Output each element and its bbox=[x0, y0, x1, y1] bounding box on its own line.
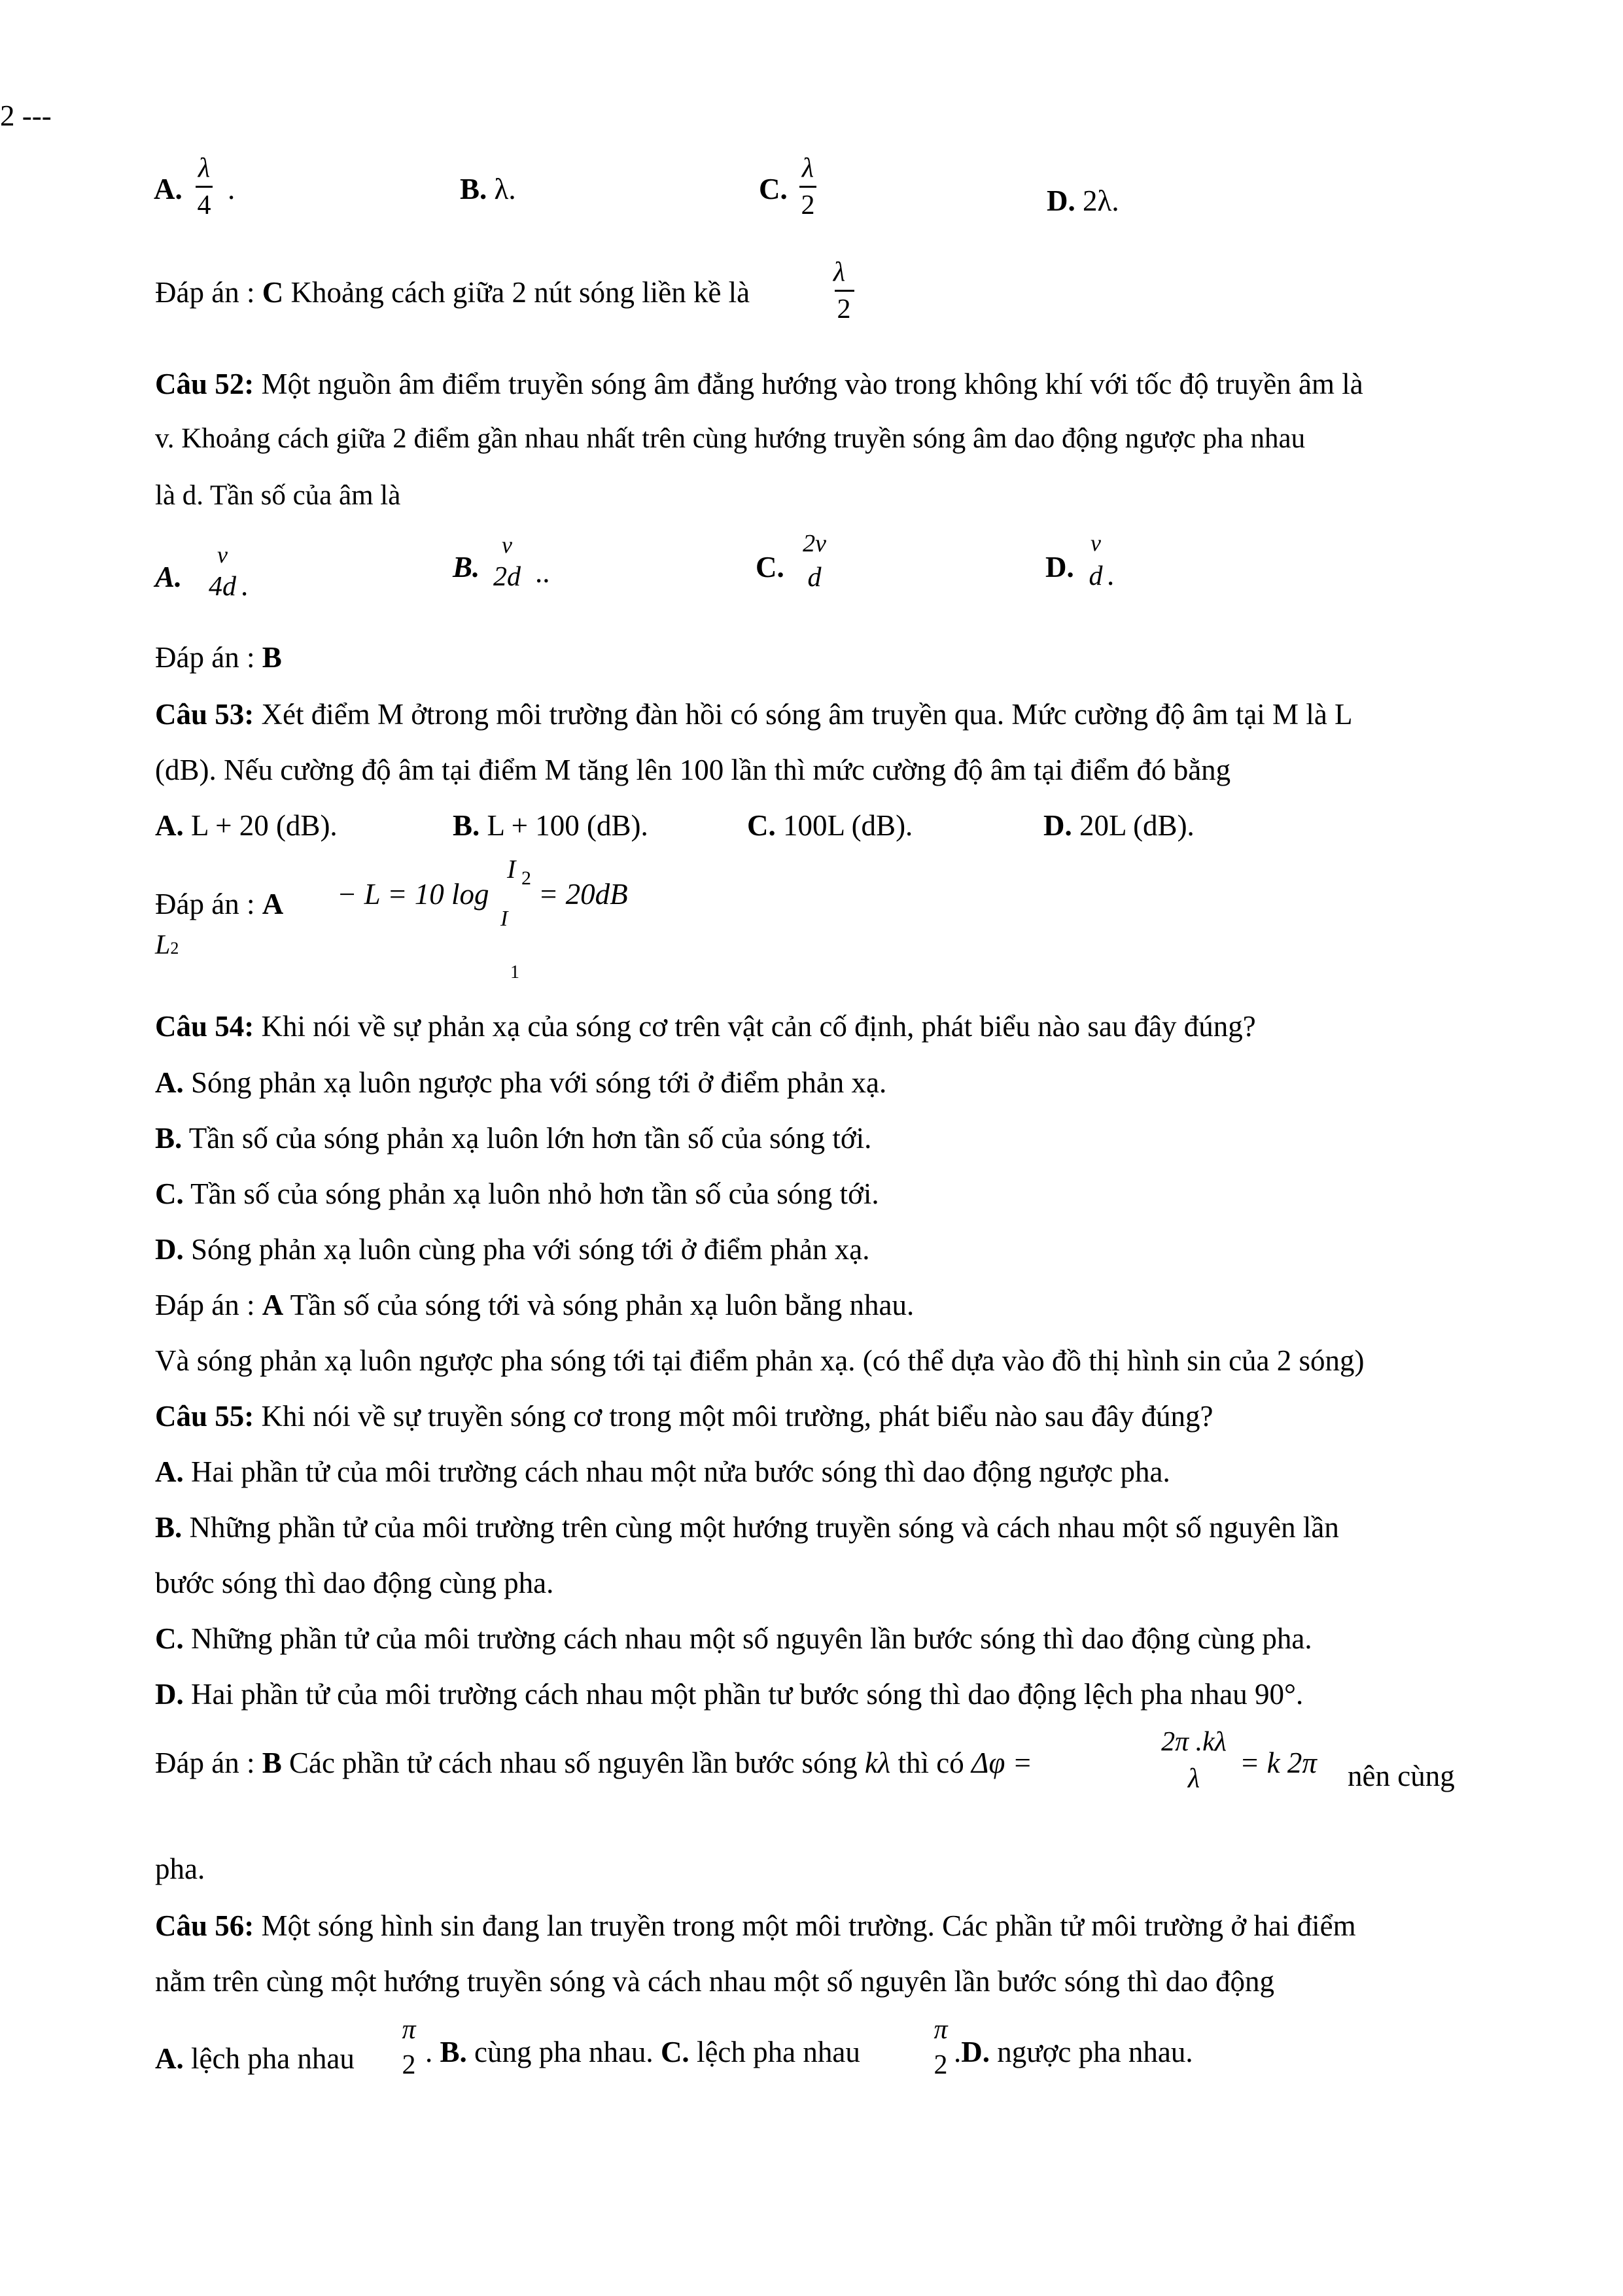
q54-a-text: Sóng phản xạ luôn ngược pha với sóng tới ở điểm phản xạ. bbox=[183, 1066, 887, 1099]
q52-a-end: . bbox=[241, 569, 249, 602]
q53-formula-I: I bbox=[507, 854, 516, 884]
q52-line3: là d. Tần số của âm là bbox=[155, 480, 401, 511]
q53-option-b bbox=[453, 808, 648, 843]
q55-option-d bbox=[155, 1677, 1303, 1712]
q55-answer-k: kλ bbox=[864, 1747, 891, 1779]
q54-answer-letter: A bbox=[262, 1289, 284, 1321]
q55-label: Câu 55: bbox=[155, 1400, 254, 1433]
q53-formula-L2 bbox=[155, 929, 179, 962]
q54-answer-text: Tần số của sóng tới và sóng phản xạ luôn bằng nhau. bbox=[283, 1289, 915, 1321]
q51-answer-num: λ bbox=[833, 257, 846, 287]
q54-c-label: C. bbox=[155, 1177, 184, 1210]
q55-answer-prefix: Đáp án : bbox=[155, 1747, 262, 1779]
q55-answer-then: thì có bbox=[890, 1747, 972, 1779]
q52-answer-letter: B bbox=[262, 641, 282, 674]
q54-explain: Và sóng phản xạ luôn ngược pha sóng tới tại điểm phản xạ. (có thể dựa vào đồ thị hình sin của 2 sóng) bbox=[155, 1344, 1365, 1377]
q51-answer-text: Khoảng cách giữa 2 nút sóng liền kề là bbox=[283, 276, 750, 309]
q53-option-a bbox=[155, 808, 338, 843]
q54-option-b bbox=[155, 1121, 871, 1156]
q51-option-b bbox=[460, 171, 516, 207]
q54-option-c bbox=[155, 1176, 879, 1211]
q55-option-b bbox=[155, 1510, 1339, 1545]
q53-c-text: 100L (dB). bbox=[775, 809, 913, 842]
q53-option-d bbox=[1043, 808, 1195, 843]
q51-a-end: . bbox=[228, 173, 236, 205]
q54-a-label: A. bbox=[155, 1066, 184, 1099]
q54-option-d bbox=[155, 1232, 870, 1267]
q51-c-fraction bbox=[795, 154, 821, 219]
q53-formula-L2-sub: 2 bbox=[170, 939, 179, 958]
q52-b-num: v bbox=[502, 532, 512, 558]
q51-a-num: λ bbox=[198, 153, 211, 183]
q51-option-d bbox=[1047, 183, 1119, 218]
q55-answer bbox=[155, 1745, 1032, 1781]
q55-answer-tail: nên cùng bbox=[1348, 1760, 1455, 1792]
q53-d-text: 20L (dB). bbox=[1072, 809, 1195, 842]
q55-answer-fraction bbox=[1151, 1728, 1236, 1792]
q53-formula-L2-letter: L bbox=[155, 930, 171, 960]
q51-answer-fraction bbox=[826, 258, 853, 323]
q56-b-text: cùng pha nhau. bbox=[466, 2036, 661, 2068]
q56-label: Câu 56: bbox=[155, 1909, 254, 1942]
q52-a-fraction bbox=[203, 543, 242, 600]
q52-option-d bbox=[1045, 549, 1074, 585]
q53-line2: (dB). Nếu cường độ âm tại điểm M tăng lên 100 lần thì mức cường độ âm tại điểm đó bằng bbox=[155, 754, 1231, 786]
q56-a-num: π bbox=[402, 2015, 416, 2045]
q52-option-c bbox=[756, 549, 784, 585]
q51-option-a bbox=[154, 171, 183, 207]
q52-d-den: d bbox=[1089, 561, 1103, 591]
q55-option-c bbox=[155, 1621, 1312, 1656]
q56-c-num: π bbox=[934, 2015, 948, 2045]
q56-line2: nằm trên cùng một hướng truyền sóng và cách nhau một số nguyên lần bước sóng thì dao động bbox=[155, 1965, 1275, 1998]
q52-answer bbox=[155, 640, 282, 675]
q52-line1 bbox=[155, 366, 1363, 402]
q55-c-label: C. bbox=[155, 1622, 184, 1655]
q54-label: Câu 54: bbox=[155, 1010, 254, 1043]
q56-line1-text: Một sóng hình sin đang lan truyền trong một môi trường. Các phần tử môi trường ở hai điểm bbox=[254, 1909, 1356, 1942]
q52-d-label: D. bbox=[1045, 551, 1074, 583]
q56-option-a bbox=[155, 2041, 355, 2076]
q54-question-text: Khi nói về sự phản xạ của sóng cơ trên vật cản cố định, phát biểu nào sau đây đúng? bbox=[254, 1010, 1256, 1043]
q56-a-den: 2 bbox=[402, 2050, 416, 2080]
q55-answer-eq: = k 2π bbox=[1240, 1747, 1317, 1779]
q56-line1 bbox=[155, 1908, 1356, 1943]
q56-d-text: ngược pha nhau. bbox=[990, 2036, 1193, 2068]
q51-answer bbox=[155, 275, 750, 310]
q56-a-fraction bbox=[396, 2016, 422, 2079]
q51-c-num: λ bbox=[801, 153, 814, 183]
q54-answer-prefix: Đáp án : bbox=[155, 1289, 262, 1321]
q54-answer bbox=[155, 1287, 914, 1323]
q53-answer-letter: A bbox=[262, 888, 284, 920]
q56-option-b bbox=[425, 2034, 860, 2070]
q53-answer-prefix: Đáp án : bbox=[155, 888, 262, 920]
q52-a-den: 4d bbox=[209, 572, 236, 602]
q51-answer-letter: C bbox=[262, 276, 284, 309]
page-header: 2 --- bbox=[0, 99, 52, 132]
q53-line1-text: Xét điểm M ởtrong môi trường đàn hồi có sóng âm truyền qua. Mức cường độ âm tại M là L bbox=[254, 698, 1353, 731]
q55-option-b-cont: bước sóng thì dao động cùng pha. bbox=[155, 1567, 554, 1599]
q54-option-a bbox=[155, 1065, 886, 1100]
q55-a-label: A. bbox=[155, 1455, 184, 1488]
q56-option-d bbox=[954, 2034, 1193, 2070]
q53-formula-sub2: 2 bbox=[521, 867, 531, 889]
q52-b-end: .. bbox=[535, 556, 550, 589]
q53-d-label: D. bbox=[1043, 809, 1072, 842]
q55-b-label: B. bbox=[155, 1511, 183, 1544]
q56-c-den: 2 bbox=[934, 2050, 948, 2080]
q52-c-label: C. bbox=[756, 551, 784, 583]
q54-b-label: B. bbox=[155, 1122, 183, 1155]
q56-b-label: B. bbox=[440, 2036, 467, 2068]
q56-c-label: C. bbox=[660, 2036, 689, 2068]
q53-b-label: B. bbox=[453, 809, 480, 842]
q51-d-text: 2λ. bbox=[1083, 184, 1119, 217]
q53-a-label: A. bbox=[155, 809, 184, 842]
q53-c-label: C. bbox=[747, 809, 776, 842]
q52-c-fraction bbox=[792, 531, 837, 591]
q51-d-label: D. bbox=[1047, 184, 1075, 217]
q55-question-text: Khi nói về sự truyền sóng cơ trong một môi trường, phát biểu nào sau đây đúng? bbox=[254, 1400, 1213, 1433]
q52-b-fraction bbox=[487, 533, 527, 591]
q51-a-label: A. bbox=[154, 173, 183, 205]
q56-c-fraction bbox=[928, 2016, 954, 2079]
q55-answer-den: λ bbox=[1187, 1764, 1200, 1794]
q52-label: Câu 52: bbox=[155, 368, 254, 400]
q55-d-text: Hai phần tử của môi trường cách nhau một phần tư bước sóng thì dao động lệch pha nhau 90°. bbox=[183, 1678, 1304, 1711]
q52-line2: v. Khoảng cách giữa 2 điểm gần nhau nhất trên cùng hướng truyền sóng âm dao động ngược pha nhau bbox=[155, 423, 1306, 454]
q56-d-label: D. bbox=[961, 2036, 990, 2068]
q55-c-text: Những phần tử của môi trường cách nhau một số nguyên lần bước sóng thì dao động cùng pha. bbox=[183, 1622, 1312, 1655]
q53-label: Câu 53: bbox=[155, 698, 254, 731]
q55-answer-text: Các phần tử cách nhau số nguyên lần bước sóng bbox=[281, 1747, 865, 1779]
q52-b-label: B. bbox=[453, 551, 480, 583]
q55-answer-tail2: pha. bbox=[155, 1852, 205, 1885]
q55-b-text: Những phần tử của môi trường trên cùng một hướng truyền sóng và cách nhau một số nguyên lần bbox=[182, 1511, 1339, 1544]
q54-b-text: Tần số của sóng phản xạ luôn lớn hơn tần số của sóng tới. bbox=[182, 1122, 872, 1155]
q54-d-text: Sóng phản xạ luôn cùng pha với sóng tới ở điểm phản xạ. bbox=[183, 1233, 870, 1266]
q55-answer-num: 2π .kλ bbox=[1161, 1727, 1227, 1757]
q55-option-a bbox=[155, 1454, 1170, 1489]
q53-line1 bbox=[155, 697, 1353, 732]
q51-option-c bbox=[759, 171, 788, 207]
q52-c-den: d bbox=[807, 563, 822, 593]
q51-c-label: C. bbox=[759, 173, 788, 205]
q53-a-text: L + 20 (dB). bbox=[183, 809, 338, 842]
q51-b-label: B. bbox=[460, 173, 487, 205]
q54-c-text: Tần số của sóng phản xạ luôn nhỏ hơn tần số của sóng tới. bbox=[183, 1177, 879, 1210]
q51-c-den: 2 bbox=[801, 190, 815, 220]
q56-a-text: lệch pha nhau bbox=[183, 2042, 355, 2075]
q55-answer-dphi: Δφ = bbox=[971, 1747, 1032, 1779]
q53-formula-one: 1 bbox=[510, 962, 519, 983]
q53-answer bbox=[155, 886, 283, 922]
q54-d-label: D. bbox=[155, 1233, 184, 1266]
q51-a-den: 4 bbox=[197, 190, 211, 220]
q53-formula-left: − L = 10 log bbox=[337, 878, 489, 911]
q51-answer-prefix: Đáp án : bbox=[155, 276, 262, 309]
q53-option-c bbox=[747, 808, 913, 843]
q53-formula-right: = 20dB bbox=[538, 878, 628, 911]
q52-c-num: 2v bbox=[803, 530, 826, 557]
q52-a-num: v bbox=[217, 542, 228, 568]
q51-answer-den: 2 bbox=[837, 294, 851, 324]
q54-question bbox=[155, 1009, 1256, 1044]
q52-option-b bbox=[453, 549, 480, 585]
q51-b-text: λ. bbox=[494, 173, 516, 205]
q56-a-label: A. bbox=[155, 2042, 184, 2075]
q53-b-text: L + 100 (dB). bbox=[480, 809, 648, 842]
q56-c-after: . bbox=[954, 2036, 962, 2068]
q55-a-text: Hai phần tử của môi trường cách nhau một nửa bước sóng thì dao động ngược pha. bbox=[183, 1455, 1170, 1488]
q52-a-label: A. bbox=[155, 561, 183, 593]
q52-b-den: 2d bbox=[493, 562, 521, 592]
q56-a-after: . bbox=[425, 2036, 440, 2068]
q52-option-a bbox=[155, 559, 182, 595]
q52-answer-prefix: Đáp án : bbox=[155, 641, 262, 674]
q52-d-end: . bbox=[1107, 559, 1115, 591]
q52-d-num: v bbox=[1091, 530, 1101, 556]
q55-question bbox=[155, 1399, 1213, 1434]
q53-formula-I1: I bbox=[500, 907, 508, 931]
q52-line1-text: Một nguồn âm điểm truyền sóng âm đẳng hướng vào trong không khí với tốc độ truyền âm là bbox=[254, 368, 1363, 400]
q51-a-fraction bbox=[191, 154, 217, 219]
q56-c-text: lệch pha nhau bbox=[689, 2036, 860, 2068]
q55-d-label: D. bbox=[155, 1678, 184, 1711]
q55-answer-letter: B bbox=[262, 1747, 282, 1779]
